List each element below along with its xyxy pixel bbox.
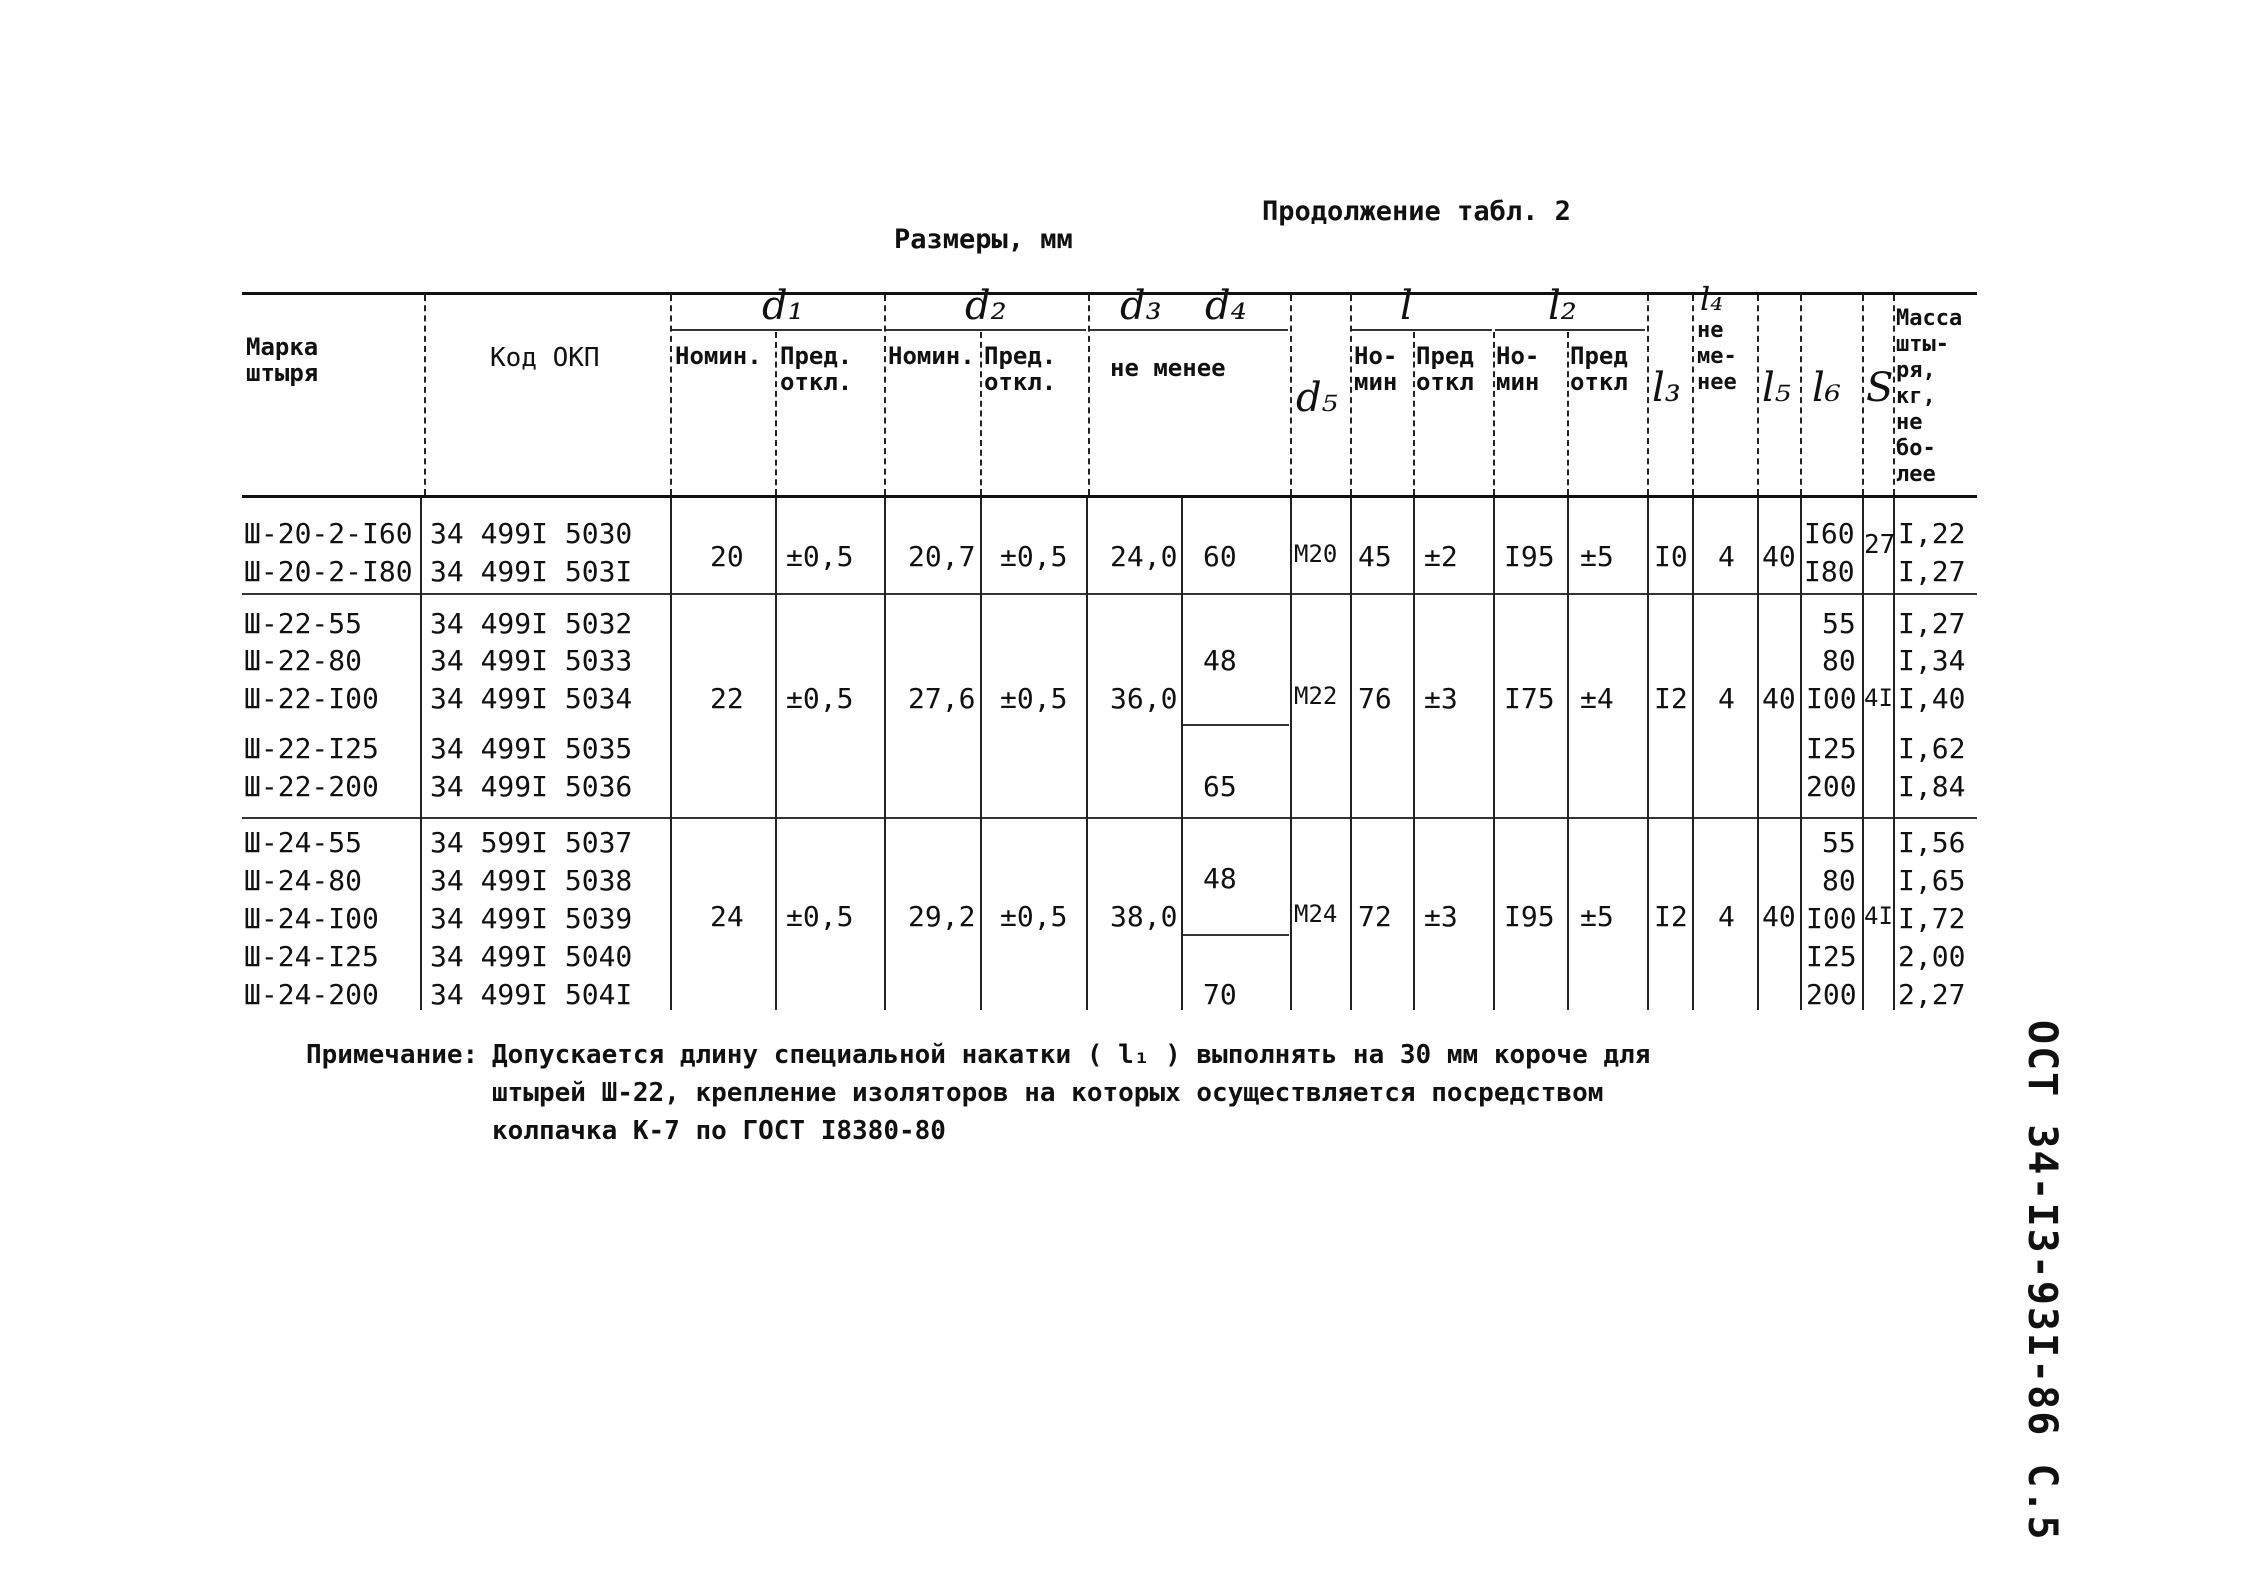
body-divider [1893, 498, 1895, 1010]
cell-l2-nom: I95 [1504, 540, 1555, 573]
header-d1: d₁ [762, 283, 804, 329]
cell-l-otkl: ±3 [1424, 900, 1458, 933]
cell-d1-nom: 22 [710, 682, 744, 715]
body-divider [1181, 498, 1183, 1010]
body-divider [1413, 498, 1415, 1010]
cell-d3: 24,0 [1110, 540, 1178, 573]
l2-subrule [1495, 329, 1645, 331]
header-l2-nomin: Но- мин [1496, 342, 1540, 396]
note-line-1: Допускается длину специальной накатки ( l₁ ) выполнять на 30 мм короче для [492, 1040, 1651, 1070]
header-divider [1800, 295, 1802, 495]
cell-l6: 55 [1822, 826, 1856, 859]
header-l: l [1400, 283, 1413, 329]
body-divider [1567, 498, 1569, 1010]
d2-subrule [886, 329, 1086, 331]
cell-d3: 38,0 [1110, 900, 1178, 933]
cell-marka: Ш-22-55 [244, 607, 363, 640]
cell-l-nom: 45 [1358, 540, 1392, 573]
body-divider [1800, 498, 1802, 1010]
cell-l-otkl: ±3 [1424, 682, 1458, 715]
header-d1-otkl: Пред. откл. [780, 342, 853, 396]
note-line-2: штырей Ш-22, крепление изоляторов на которых осуществляется посредством [492, 1078, 1604, 1108]
cell-kod: 34 499I 5035 [430, 732, 633, 765]
d4-separator-2 [1181, 934, 1289, 936]
cell-l-nom: 72 [1358, 900, 1392, 933]
cell-massa: I,84 [1898, 770, 1966, 803]
cell-d1-otkl: ±0,5 [786, 540, 854, 573]
cell-kod: 34 499I 503I [430, 555, 633, 588]
header-marka: Марка штыря [246, 333, 319, 387]
cell-kod: 34 499I 5034 [430, 682, 633, 715]
d4-separator-1 [1181, 724, 1289, 726]
header-divider [980, 332, 982, 495]
l-subrule [1352, 329, 1492, 331]
cell-kod: 34 499I 5038 [430, 864, 633, 897]
header-l5: l₅ [1762, 365, 1791, 411]
cell-kod: 34 499I 5033 [430, 644, 633, 677]
cell-l4: 4 [1718, 682, 1735, 715]
header-divider [1290, 295, 1292, 495]
cell-l2-otkl: ±4 [1580, 682, 1614, 715]
cell-kod: 34 499I 5040 [430, 940, 633, 973]
header-divider [670, 295, 672, 495]
cell-d4: 70 [1203, 978, 1237, 1011]
header-l4: l₄ [1700, 280, 1724, 318]
cell-massa: I,40 [1898, 682, 1966, 715]
body-divider [1862, 498, 1864, 1010]
cell-marka: Ш-24-I25 [244, 940, 379, 973]
header-l3: l₃ [1652, 365, 1681, 411]
cell-kod: 34 499I 5036 [430, 770, 633, 803]
body-divider [980, 498, 982, 1010]
body-divider [1086, 498, 1088, 1010]
caption-units: Размеры, мм [894, 224, 1073, 255]
cell-l6: I00 [1806, 902, 1857, 935]
header-divider [1088, 295, 1090, 495]
d3d4-subrule [1090, 329, 1288, 331]
header-ne-menee: не менее [1110, 354, 1226, 382]
cell-marka: Ш-24-55 [244, 826, 363, 859]
body-divider [1757, 498, 1759, 1010]
cell-l3: I2 [1654, 682, 1688, 715]
table-header-rule [242, 495, 1977, 498]
cell-massa: I,65 [1898, 864, 1966, 897]
header-l2: l₂ [1548, 283, 1577, 329]
header-l-nomin: Но- мин [1354, 342, 1398, 396]
cell-kod: 34 499I 5032 [430, 607, 633, 640]
group-separator-2 [242, 817, 1977, 819]
cell-marka: Ш-22-200 [244, 770, 379, 803]
cell-marka: Ш-22-I25 [244, 732, 379, 765]
cell-l6: I25 [1806, 732, 1857, 765]
cell-s: 4I [1864, 684, 1893, 712]
cell-marka: Ш-20-2-I80 [244, 555, 413, 588]
cell-massa: I,27 [1898, 607, 1966, 640]
cell-massa: I,56 [1898, 826, 1966, 859]
header-divider [1493, 332, 1495, 495]
header-d4: d₄ [1205, 283, 1247, 329]
cell-d2-nom: 27,6 [908, 682, 976, 715]
cell-l2-otkl: ±5 [1580, 540, 1614, 573]
cell-l6: 55 [1822, 607, 1856, 640]
header-l-otkl: Пред откл [1416, 342, 1474, 396]
cell-d4: 65 [1203, 770, 1237, 803]
note-line-3: колпачка К-7 по ГОСТ I8380-80 [492, 1116, 946, 1146]
cell-massa: I,62 [1898, 732, 1966, 765]
cell-d4: 48 [1203, 862, 1237, 895]
header-d1-nomin: Номин. [675, 342, 762, 370]
cell-d1-nom: 24 [710, 900, 744, 933]
header-divider [1757, 295, 1759, 495]
body-divider [420, 498, 422, 1010]
cell-d1-otkl: ±0,5 [786, 900, 854, 933]
cell-l5: 40 [1762, 682, 1796, 715]
cell-l2-otkl: ±5 [1580, 900, 1614, 933]
body-divider [1647, 498, 1649, 1010]
cell-l4: 4 [1718, 900, 1735, 933]
cell-l3: I0 [1654, 540, 1688, 573]
cell-l2-nom: I95 [1504, 900, 1555, 933]
cell-l6: I60 [1804, 517, 1855, 550]
cell-d2-otkl: ±0,5 [1000, 540, 1068, 573]
cell-s: 27 [1864, 530, 1896, 560]
body-divider [1493, 498, 1495, 1010]
cell-marka: Ш-22-80 [244, 644, 363, 677]
header-divider [1647, 295, 1649, 495]
header-divider [1413, 332, 1415, 495]
header-divider [1862, 295, 1864, 495]
header-d5: d₅ [1296, 375, 1338, 421]
cell-marka: Ш-24-80 [244, 864, 363, 897]
cell-s: 4I [1864, 902, 1893, 930]
cell-d2-otkl: ±0,5 [1000, 900, 1068, 933]
cell-marka: Ш-22-I00 [244, 682, 379, 715]
header-d2: d₂ [965, 283, 1007, 329]
cell-massa: I,72 [1898, 902, 1966, 935]
cell-kod: 34 599I 5037 [430, 826, 633, 859]
cell-kod: 34 499I 504I [430, 978, 633, 1011]
cell-d5: М24 [1294, 900, 1338, 928]
cell-massa: I,27 [1898, 555, 1966, 588]
cell-d4: 60 [1203, 540, 1237, 573]
cell-l5: 40 [1762, 540, 1796, 573]
header-divider [424, 295, 426, 495]
header-divider [1567, 332, 1569, 495]
header-kod: Код ОКП [490, 343, 600, 373]
cell-l-otkl: ±2 [1424, 540, 1458, 573]
cell-l6: I00 [1806, 682, 1857, 715]
cell-l-nom: 76 [1358, 682, 1392, 715]
cell-d1-otkl: ±0,5 [786, 682, 854, 715]
cell-marka: Ш-24-I00 [244, 902, 379, 935]
header-l4-sub: не ме- нее [1697, 318, 1737, 395]
cell-l3: I2 [1654, 900, 1688, 933]
cell-massa: 2,00 [1898, 940, 1966, 973]
cell-kod: 34 499I 5039 [430, 902, 633, 935]
header-l2-otkl: Пред откл [1570, 342, 1628, 396]
caption-continuation: Продолжение табл. 2 [1262, 196, 1571, 227]
note-label: Примечание: [306, 1040, 479, 1070]
cell-d2-nom: 20,7 [908, 540, 976, 573]
cell-l6: 200 [1806, 978, 1857, 1011]
cell-d5: М20 [1294, 540, 1338, 568]
header-d2-nomin: Номин. [888, 342, 975, 370]
header-massa: Масса шты- ря, кг, не бо- лее [1896, 306, 1963, 487]
body-divider [775, 498, 777, 1010]
header-divider [884, 295, 886, 495]
cell-d3: 36,0 [1110, 682, 1178, 715]
cell-marka: Ш-20-2-I60 [244, 517, 413, 550]
body-divider [670, 498, 672, 1010]
cell-l5: 40 [1762, 900, 1796, 933]
cell-l2-nom: I75 [1504, 682, 1555, 715]
cell-l4: 4 [1718, 540, 1735, 573]
body-divider [1350, 498, 1352, 1010]
header-divider [1350, 295, 1352, 495]
cell-l6: 80 [1822, 864, 1856, 897]
cell-d4: 48 [1203, 644, 1237, 677]
header-l6: l₆ [1812, 365, 1841, 411]
header-d2-otkl: Пред. откл. [984, 342, 1057, 396]
header-s: S [1866, 365, 1894, 411]
header-divider [775, 332, 777, 495]
cell-kod: 34 499I 5030 [430, 517, 633, 550]
cell-d2-otkl: ±0,5 [1000, 682, 1068, 715]
cell-massa: I,34 [1898, 644, 1966, 677]
document-designation: ОСТ 34-I3-93I-86 С.5 [2019, 1020, 2065, 1542]
cell-massa: 2,27 [1898, 978, 1966, 1011]
cell-d2-nom: 29,2 [908, 900, 976, 933]
cell-d1-nom: 20 [710, 540, 744, 573]
cell-d5: М22 [1294, 682, 1338, 710]
group-separator-1 [242, 593, 1977, 595]
cell-marka: Ш-24-200 [244, 978, 379, 1011]
cell-l6: I80 [1804, 555, 1855, 588]
cell-l6: 80 [1822, 644, 1856, 677]
d1-subrule [672, 329, 882, 331]
body-divider [1290, 498, 1292, 1010]
cell-l6: I25 [1806, 940, 1857, 973]
cell-l6: 200 [1806, 770, 1857, 803]
body-divider [1692, 498, 1694, 1010]
cell-massa: I,22 [1898, 517, 1966, 550]
body-divider [884, 498, 886, 1010]
header-d3: d₃ [1120, 283, 1162, 329]
header-divider [1692, 295, 1694, 495]
